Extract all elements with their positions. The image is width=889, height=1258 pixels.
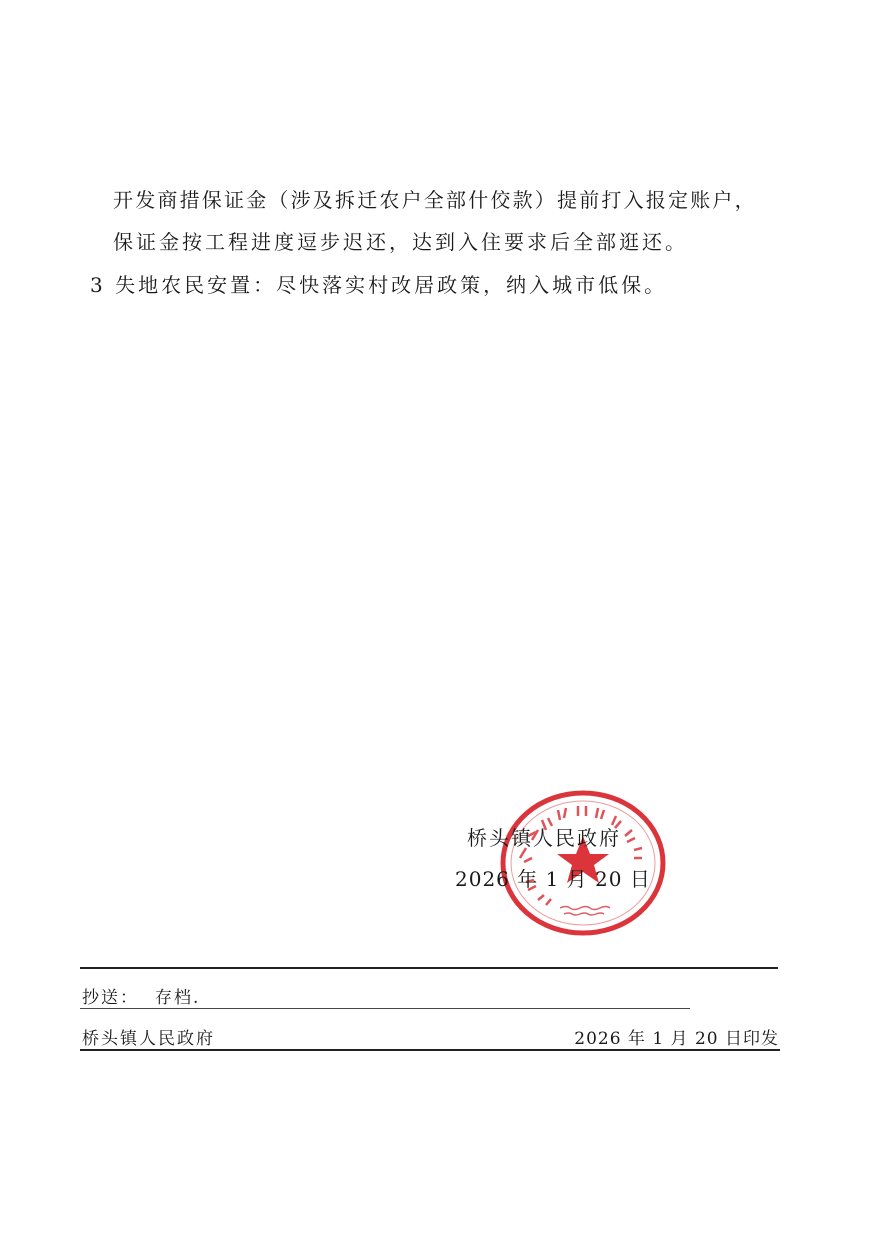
issuing-organization: 桥头镇人民政府 bbox=[82, 1029, 215, 1049]
cc-underline bbox=[80, 1008, 690, 1009]
body-line-2: 保证金按工程进度逗步迟还，达到入住要求后全部逛还。 bbox=[113, 230, 688, 254]
cc-label: 抄送： bbox=[82, 988, 139, 1008]
footer-top-rule bbox=[80, 967, 778, 969]
body-line-1: 开发商措保证金（涉及拆迁农户全部什佼款）提前打入报定账户， bbox=[113, 188, 757, 212]
cc-value: 存档. bbox=[155, 988, 201, 1008]
official-seal-icon bbox=[498, 788, 668, 938]
footer-bottom-rule bbox=[80, 1049, 780, 1051]
signature-date: 2026 年 1 月 20 日 bbox=[455, 867, 651, 891]
body-line-3: 3 失地农民安置：尽快落实村改居政策，纳入城市低保。 bbox=[90, 273, 668, 297]
signature-organization: 桥头镇人民政府 bbox=[467, 826, 621, 850]
issue-date: 2026 年 1 月 20 日印发 bbox=[574, 1029, 779, 1049]
